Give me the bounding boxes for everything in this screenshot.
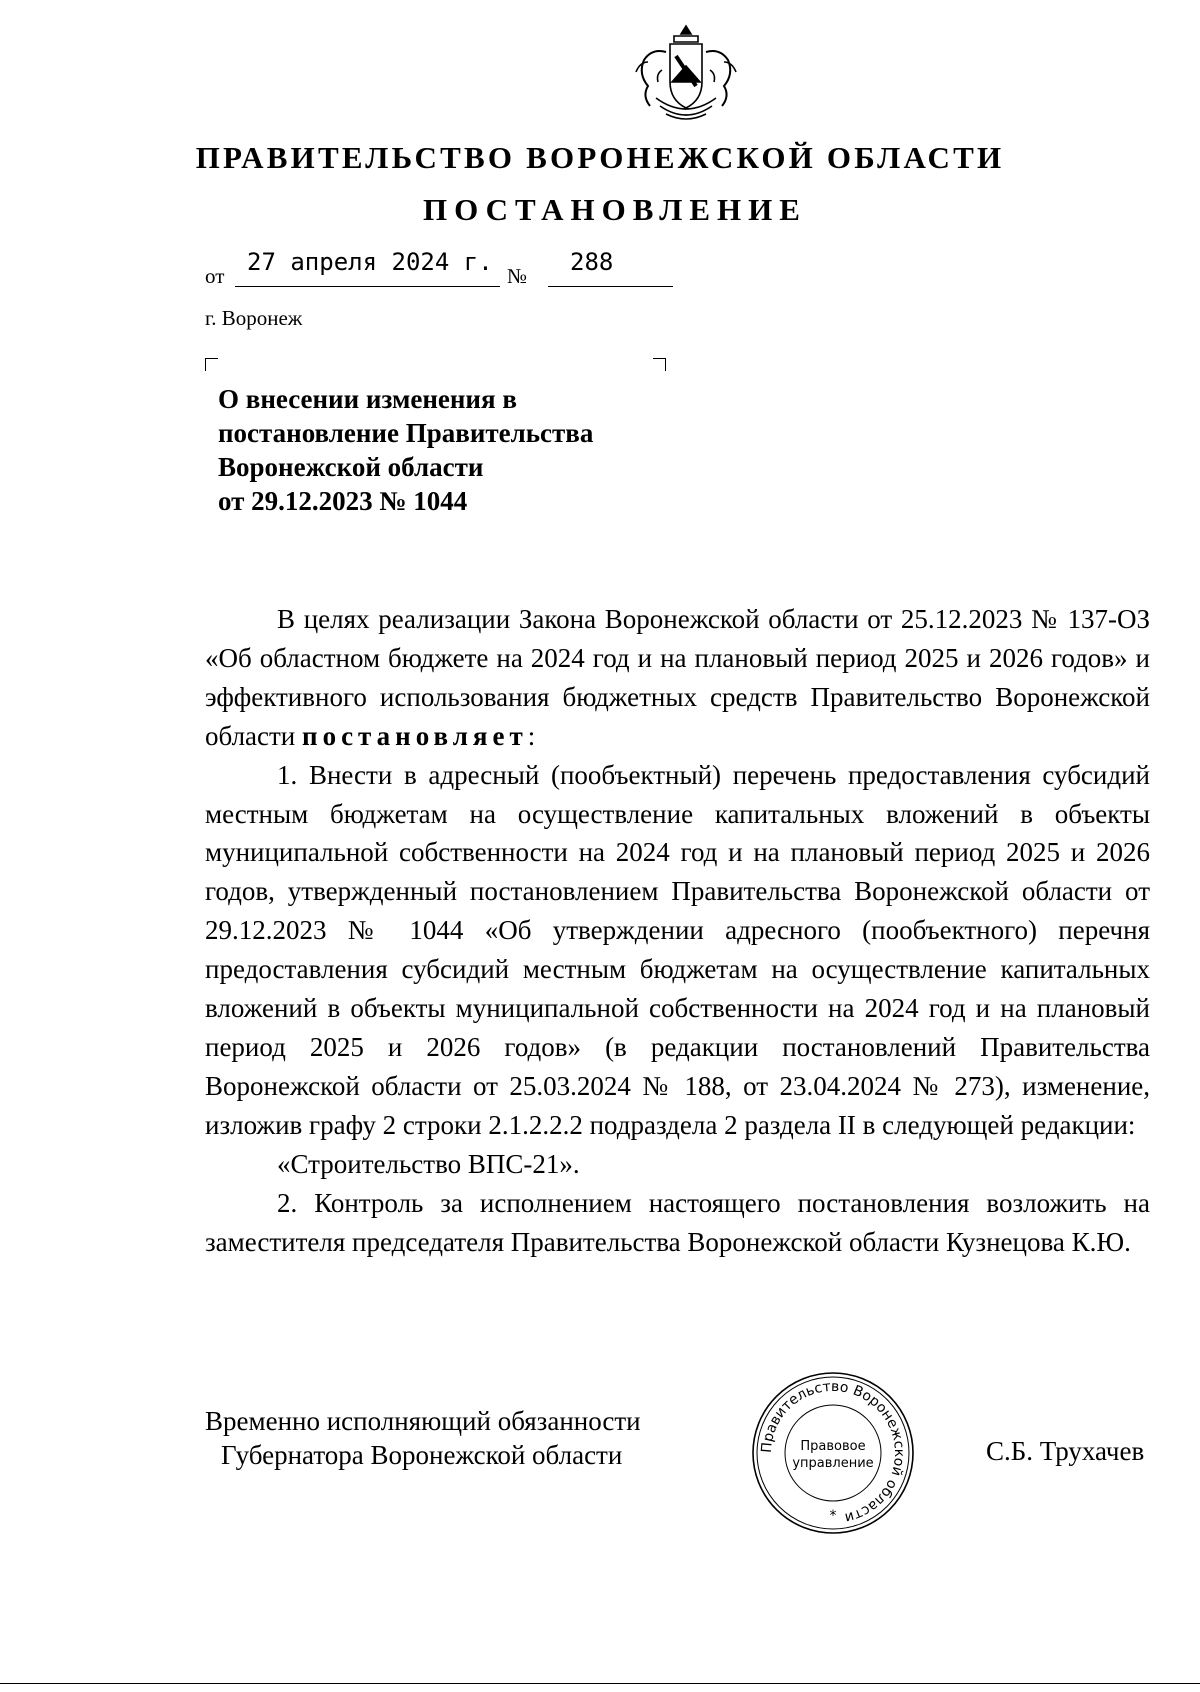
clause-2-paragraph: 2. Контроль за исполнением настоящего постановления возложить на заместителя председателя Правительства Воронежской области Кузнецова К.Ю. <box>205 1187 1150 1257</box>
subject-line: от 29.12.2023 № 1044 <box>218 486 468 516</box>
preamble-end: : <box>527 720 536 751</box>
preamble-paragraph <box>205 600 1150 756</box>
signatory-name: С.Б. Трухачев <box>986 1436 1145 1466</box>
subject-line: О внесении изменения в <box>218 384 517 414</box>
position-line: Губернатора Воронежской области <box>221 1440 623 1470</box>
document-body <box>205 600 1150 1261</box>
page-bottom-rule <box>0 1683 1200 1684</box>
preamble-text: В целях реализации Закона Воронежской области от 25.12.2023 № 137-ОЗ «Об областном бюджете на 2024 год и на плановый период 2025 и 2026 годов» и эффективного использования бюджетных средств Правительство Воронежской области <box>205 604 1150 751</box>
number-underline <box>548 286 673 287</box>
document-subject <box>218 382 658 518</box>
resolves-word: постановляет <box>302 720 528 751</box>
government-title: ПРАВИТЕЛЬСТВО ВОРОНЕЖСКОЙ ОБЛАСТИ <box>195 140 1005 175</box>
clause-1-paragraph: 1. Внести в адресный (пообъектный) перечень предоставления субсидий местным бюджетам на осуществление капитальных вложений в объекты муниципальной собственности на 2024 год и на плановый период 2025 и 2026 годов, утвержденный постановлением Правительства Воронежской области от 29.12.2023 № 1044 «Об утверждении адресного (пообъектного) перечня предоставления субсидий местным бюджетам на осуществление капитальных вложений в объекты муниципальной собственности на 2024 год и на плановый период 2025 и 2026 годов» (в редакции постановлений Правительства Воронежской области от 25.03.2024 № 188, от 23.04.2024 № 273), изменение, изложив графу 2 строки 2.1.2.2.2 подраздела 2 раздела II в следующей редакции: <box>205 759 1150 1140</box>
stamp-center-line: управление <box>792 1456 874 1471</box>
date-underline <box>235 286 500 287</box>
stamp-ring-text: Правительство Воронежской области <box>758 1378 908 1526</box>
document-date: 27 апреля 2024 г. <box>247 248 493 276</box>
document-type: ПОСТАНОВЛЕНИЕ <box>423 192 807 227</box>
quoted-wording: «Строительство ВПС-21». <box>277 1148 580 1179</box>
subject-line: Воронежской области <box>218 452 484 482</box>
city: г. Воронеж <box>205 306 303 330</box>
subject-corner-left <box>205 358 218 371</box>
signatory-position <box>205 1404 641 1472</box>
subject-corner-right <box>653 358 666 371</box>
stamp-center-line: Правовое <box>800 1439 866 1454</box>
date-prefix: от <box>205 264 225 288</box>
position-line: Временно исполняющий обязанности <box>205 1406 641 1436</box>
stamp-star: * <box>829 1508 837 1524</box>
number-sign: № <box>507 264 528 288</box>
date-number-row <box>205 248 675 288</box>
official-stamp <box>748 1368 918 1538</box>
subject-line: постановление Правительства <box>218 418 594 448</box>
document-number: 288 <box>570 248 614 276</box>
coat-of-arms-icon <box>626 22 746 132</box>
